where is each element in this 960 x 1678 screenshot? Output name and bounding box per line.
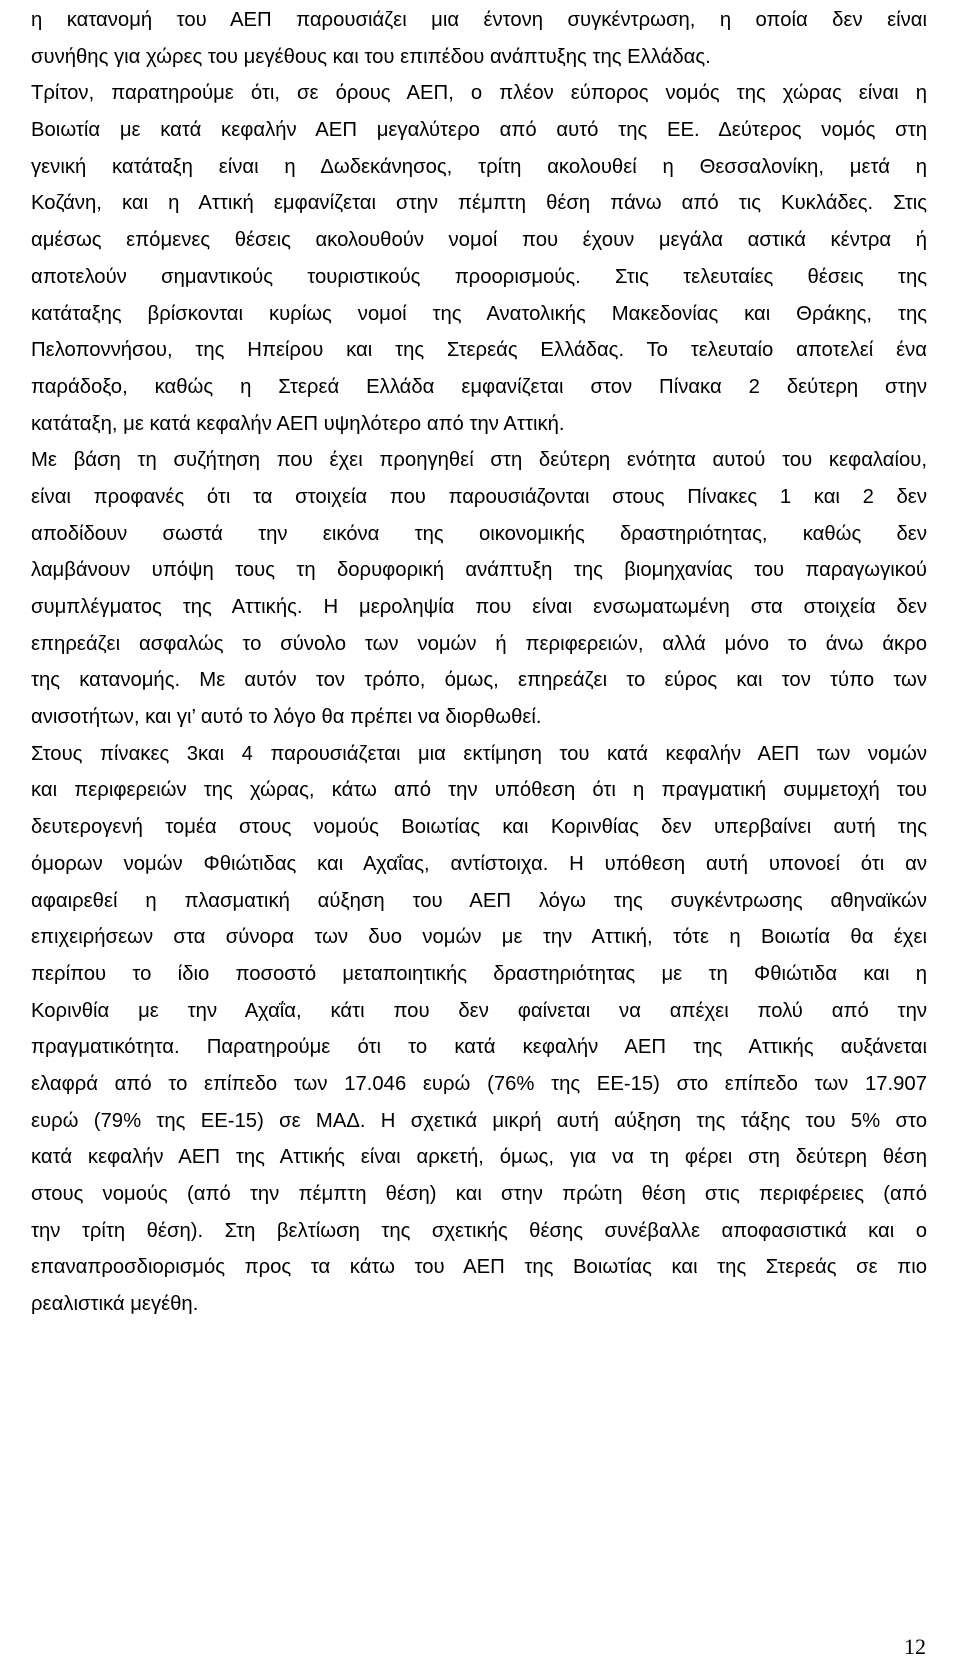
text-line: συμπλέγματος της Αττικής. Η μεροληψία που είναι ενσωματωμένη στα στοιχεία δεν <box>31 596 927 618</box>
text-line: Με βάση τη συζήτηση που έχει προηγηθεί στη δεύτερη ενότητα αυτού του κεφαλαίου, <box>31 449 927 472</box>
text-line: κατάταξης βρίσκονται κυρίως νομοί της Ανατολικής Μακεδονίας και Θράκης, της <box>31 302 927 325</box>
text-line: αποτελούν σημαντικούς τουριστικούς προορισμούς. Στις τελευταίες θέσεις της <box>31 265 927 288</box>
text-line: όμορων νομών Φθιώτιδας και Αχαΐας, αντίστοιχα. Η υπόθεση αυτή υπονοεί ότι αν <box>31 852 927 875</box>
text-line: Κοζάνη, και η Αττική εμφανίζεται στην πέμπτη θέση πάνω από τις Κυκλάδες. Στις <box>31 192 927 215</box>
text-line: συνήθης για χώρες του μεγέθους και του επιπέδου ανάπτυξης της Ελλάδας. <box>31 45 711 68</box>
text-line: δευτερογενή τομέα στους νομούς Βοιωτίας και Κορινθίας δεν υπερβαίνει αυτή της <box>31 816 927 839</box>
text-line: παράδοξο, καθώς η Στερεά Ελλάδα εμφανίζεται στον Πίνακα 2 δεύτερη στην <box>31 375 927 398</box>
text-line: της κατανομής. Με αυτόν τον τρόπο, όμως, επηρεάζει το εύρος και τον τύπο των <box>31 669 927 692</box>
text-line: ευρώ (79% της ΕΕ-15) σε ΜΑΔ. Η σχετικά μικρή αυτή αύξηση της τάξης του 5% στο <box>31 1109 927 1132</box>
text-line: αμέσως επόμενες θέσεις ακολουθούν νομοί που έχουν μεγάλα αστικά κέντρα ή <box>31 229 927 252</box>
page-number: 12 <box>904 1634 926 1659</box>
text-line: στους νομούς (από την πέμπτη θέση) και στην πρώτη θέση στις περιφέρειες (από <box>31 1183 927 1205</box>
text-line: ανισοτήτων, και γι’ αυτό το λόγο θα πρέπει να διορθωθεί. <box>31 706 542 729</box>
paragraph-3 <box>31 736 927 1323</box>
text-line: επηρεάζει ασφαλώς το σύνολο των νομών ή περιφερειών, αλλά μόνο το άνω άκρο <box>31 632 927 655</box>
text-line: Στους πίνακες 3και 4 παρουσιάζεται μια εκτίμηση του κατά κεφαλήν ΑΕΠ των νομών <box>31 742 927 765</box>
text-line: πραγματικότητα. Παρατηρούμε ότι το κατά κεφαλήν ΑΕΠ της Αττικής αυξάνεται <box>31 1036 927 1059</box>
text-line: ρεαλιστικά μεγέθη. <box>31 1293 199 1316</box>
text-line: κατά κεφαλήν ΑΕΠ της Αττικής είναι αρκετή, όμως, για να τη φέρει στη δεύτερη θέση <box>31 1146 927 1169</box>
text-line: επαναπροσδιορισμός προς τα κάτω του ΑΕΠ της Βοιωτίας και της Στερεάς σε πιο <box>31 1256 927 1279</box>
text-line: Πελοποννήσου, της Ηπείρου και της Στερεάς Ελλάδας. Το τελευταίο αποτελεί ένα <box>31 339 927 362</box>
text-line: κατάταξη, με κατά κεφαλήν ΑΕΠ υψηλότερο από την Αττική. <box>31 412 565 435</box>
text-line: Βοιωτία με κατά κεφαλήν ΑΕΠ μεγαλύτερο από αυτό της ΕΕ. Δεύτερος νομός στη <box>31 119 927 142</box>
text-line: η κατανομή του ΑΕΠ παρουσιάζει μια έντονη συγκέντρωση, η οποία δεν είναι <box>31 9 927 31</box>
text-line: αφαιρεθεί η πλασματική αύξηση του ΑΕΠ λόγω της συγκέντρωσης αθηναϊκών <box>31 889 927 912</box>
text-line: ελαφρά από το επίπεδο των 17.046 ευρώ (76% της ΕΕ-15) στο επίπεδο των 17.907 <box>31 1072 927 1095</box>
text-line: γενική κατάταξη είναι η Δωδεκάνησος, τρίτη ακολουθεί η Θεσσαλονίκη, μετά η <box>31 155 927 178</box>
paragraph-1 <box>31 2 927 442</box>
text-line: και περιφερειών της χώρας, κάτω από την υπόθεση ότι η πραγματική συμμετοχή του <box>31 779 927 802</box>
text-line: είναι προφανές ότι τα στοιχεία που παρουσιάζονται στους Πίνακες 1 και 2 δεν <box>31 485 927 508</box>
text-line: Τρίτον, παρατηρούμε ότι, σε όρους ΑΕΠ, ο πλέον εύπορος νομός της χώρας είναι η <box>31 82 927 105</box>
text-line: Κορινθία με την Αχαΐα, κάτι που δεν φαίνεται να απέχει πολύ από την <box>31 999 927 1022</box>
text-line: την τρίτη θέση). Στη βελτίωση της σχετικής θέσης συνέβαλλε αποφασιστικά και ο <box>31 1219 927 1242</box>
document-page <box>31 2 927 1323</box>
paragraph-2 <box>31 442 927 736</box>
text-line: περίπου το ίδιο ποσοστό μεταποιητικής δραστηριότητας με τη Φθιώτιδα και η <box>31 962 927 985</box>
text-line: επιχειρήσεων στα σύνορα των δυο νομών με την Αττική, τότε η Βοιωτία θα έχει <box>31 926 927 949</box>
text-line: λαμβάνουν υπόψη τους τη δορυφορική ανάπτυξη της βιομηχανίας του παραγωγικού <box>31 559 927 582</box>
text-line: αποδίδουν σωστά την εικόνα της οικονομικής δραστηριότητας, καθώς δεν <box>31 522 927 545</box>
